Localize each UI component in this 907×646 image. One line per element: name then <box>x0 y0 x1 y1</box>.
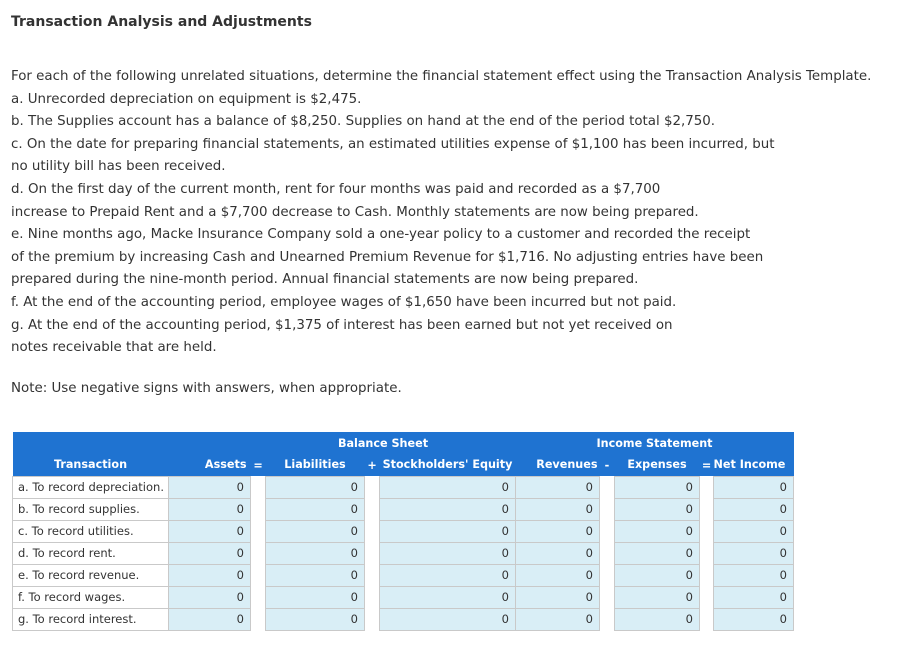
page-title: Transaction Analysis and Adjustments <box>11 14 312 30</box>
liabilities-input[interactable]: 0 <box>266 498 365 520</box>
paragraph-line: f. At the end of the accounting period, employee wages of $1,650 have been incurred but not paid. <box>11 294 677 310</box>
net-income-input[interactable]: 0 <box>714 542 794 564</box>
expenses-input[interactable]: 0 <box>615 498 700 520</box>
paragraph-line: b. The Supplies account has a balance of $8,250. Supplies on hand at the end of the period total $2,750. <box>11 114 716 130</box>
assets-input[interactable]: 0 <box>169 476 251 498</box>
net-income-input[interactable]: 0 <box>714 586 794 608</box>
table-row <box>13 608 794 630</box>
revenues-input[interactable]: 0 <box>516 520 600 542</box>
expenses-input[interactable]: 0 <box>615 520 700 542</box>
net-income-input[interactable]: 0 <box>714 608 794 630</box>
col-liabilities-header: Liabilities <box>266 454 365 476</box>
paragraph-line: prepared during the nine-month period. Annual financial statements are now being prepared. <box>11 272 639 288</box>
col-revenues-header: Revenues <box>516 454 600 476</box>
liabilities-input[interactable]: 0 <box>266 476 365 498</box>
equals-sign: = <box>251 454 266 476</box>
income-statement-header: Income Statement <box>516 432 794 454</box>
paragraph-line: e. Nine months ago, Macke Insurance Company sold a one-year policy to a customer and recorded the receipt <box>11 227 751 243</box>
row-label: e. To record revenue. <box>13 564 169 586</box>
paragraph-line: no utility bill has been received. <box>11 159 226 175</box>
revenues-input[interactable]: 0 <box>516 542 600 564</box>
row-label: f. To record wages. <box>13 586 169 608</box>
revenues-input[interactable]: 0 <box>516 608 600 630</box>
paragraph-line: of the premium by increasing Cash and Unearned Premium Revenue for $1,716. No adjusting entries have been <box>11 249 764 265</box>
equals-sign: = <box>700 454 714 476</box>
paragraph-line: c. On the date for preparing financial statements, an estimated utilities expense of $1,100 has been incurred, but <box>11 136 775 152</box>
header-spacer <box>13 432 251 454</box>
paragraph-line: notes receivable that are held. <box>11 340 217 356</box>
minus-sign: - <box>600 454 615 476</box>
col-assets-header: Assets <box>169 454 251 476</box>
table-row <box>13 498 794 520</box>
assets-input[interactable]: 0 <box>169 498 251 520</box>
problem-text <box>11 66 906 360</box>
plus-sign: + <box>365 454 380 476</box>
net-income-input[interactable]: 0 <box>714 476 794 498</box>
equity-input[interactable]: 0 <box>380 586 516 608</box>
assets-input[interactable]: 0 <box>169 564 251 586</box>
revenues-input[interactable]: 0 <box>516 564 600 586</box>
balance-sheet-header: Balance Sheet <box>251 432 516 454</box>
liabilities-input[interactable]: 0 <box>266 542 365 564</box>
equity-input[interactable]: 0 <box>380 520 516 542</box>
table-row <box>13 520 794 542</box>
net-income-input[interactable]: 0 <box>714 520 794 542</box>
expenses-input[interactable]: 0 <box>615 586 700 608</box>
table-row <box>13 586 794 608</box>
assets-input[interactable]: 0 <box>169 520 251 542</box>
expenses-input[interactable]: 0 <box>615 564 700 586</box>
note-text: Note: Use negative signs with answers, when appropriate. <box>11 381 402 396</box>
assets-input[interactable]: 0 <box>169 586 251 608</box>
equity-input[interactable]: 0 <box>380 476 516 498</box>
revenues-input[interactable]: 0 <box>516 498 600 520</box>
table-row <box>13 542 794 564</box>
expenses-input[interactable]: 0 <box>615 542 700 564</box>
row-label: g. To record interest. <box>13 608 169 630</box>
net-income-input[interactable]: 0 <box>714 564 794 586</box>
liabilities-input[interactable]: 0 <box>266 520 365 542</box>
equity-input[interactable]: 0 <box>380 498 516 520</box>
row-label: d. To record rent. <box>13 542 169 564</box>
paragraph-line: d. On the first day of the current month, rent for four months was paid and recorded as a $7,700 <box>11 181 661 197</box>
col-equity-header: Stockholders' Equity <box>380 454 516 476</box>
assets-input[interactable]: 0 <box>169 542 251 564</box>
table-row <box>13 564 794 586</box>
row-label: c. To record utilities. <box>13 520 169 542</box>
expenses-input[interactable]: 0 <box>615 476 700 498</box>
transaction-analysis-table <box>12 432 794 631</box>
equity-input[interactable]: 0 <box>380 608 516 630</box>
revenues-input[interactable]: 0 <box>516 586 600 608</box>
table-row <box>13 476 794 498</box>
col-expenses-header: Expenses <box>615 454 700 476</box>
assets-input[interactable]: 0 <box>169 608 251 630</box>
equity-input[interactable]: 0 <box>380 564 516 586</box>
paragraph-line: g. At the end of the accounting period, $1,375 of interest has been earned but not yet received on <box>11 317 673 333</box>
col-transaction-header: Transaction <box>13 454 169 476</box>
col-net-income-header: Net Income <box>714 454 794 476</box>
paragraph-line: a. Unrecorded depreciation on equipment is $2,475. <box>11 91 362 107</box>
table-group-header-row <box>13 432 794 454</box>
liabilities-input[interactable]: 0 <box>266 564 365 586</box>
paragraph-line: For each of the following unrelated situations, determine the financial statement effect using the Transaction Analysis Template. <box>11 69 872 84</box>
liabilities-input[interactable]: 0 <box>266 586 365 608</box>
row-label: a. To record depreciation. <box>13 476 169 498</box>
row-label: b. To record supplies. <box>13 498 169 520</box>
revenues-input[interactable]: 0 <box>516 476 600 498</box>
table-column-header-row <box>13 454 794 476</box>
net-income-input[interactable]: 0 <box>714 498 794 520</box>
paragraph-line: increase to Prepaid Rent and a $7,700 decrease to Cash. Monthly statements are now being prepared. <box>11 204 699 220</box>
liabilities-input[interactable]: 0 <box>266 608 365 630</box>
expenses-input[interactable]: 0 <box>615 608 700 630</box>
equity-input[interactable]: 0 <box>380 542 516 564</box>
